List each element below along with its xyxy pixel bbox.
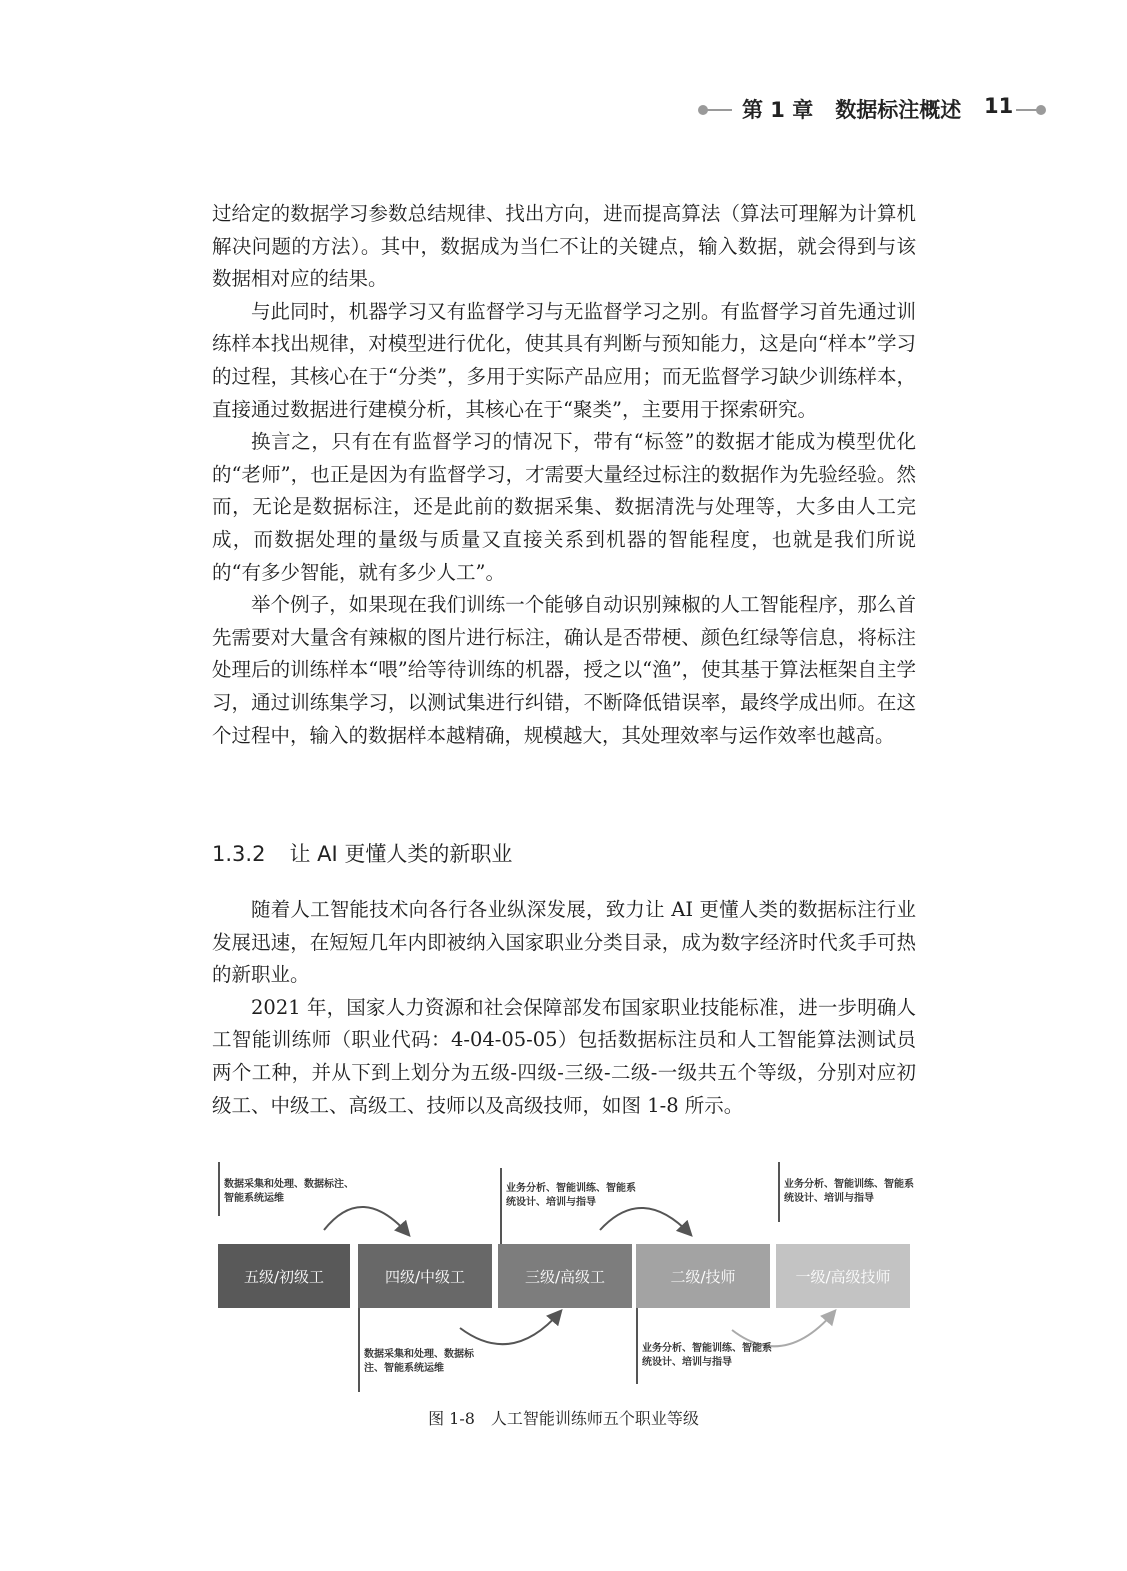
chapter-title: 数据标注概述 — [835, 98, 962, 122]
note-bar — [218, 1162, 220, 1216]
header-right-dot — [1036, 105, 1046, 115]
section-title: 让 AI 更懂人类的新职业 — [289, 842, 513, 866]
chapter-heading — [742, 94, 961, 124]
running-header — [0, 92, 1127, 128]
note-bar — [778, 1162, 780, 1222]
annotation-note: 业务分析、智能训练、智能系统设计、培训与指导 — [506, 1183, 636, 1208]
section-number: 1.3.2 — [212, 842, 266, 866]
level-3-box: 三级/高级工 — [498, 1244, 632, 1308]
note-bar — [500, 1168, 502, 1244]
arrow-up-2 — [600, 1208, 690, 1234]
paragraph: 2021 年，国家人力资源和社会保障部发布国家职业技能标准，进一步明确人工智能训练师（职业代码：4-04-05-05）包括数据标注员和人工智能算法测试员两个工种，并从下到上划分为五级-四级-三级-二级-一级共五个等级，分别对应初级工、中级工、高级工、技师以及高级技师，如图 1-8 所示。 — [212, 995, 916, 1117]
level-4-box: 四级/中级工 — [358, 1244, 492, 1308]
section-heading — [212, 838, 512, 868]
figure-caption: 图 1-8 人工智能训练师五个职业等级 — [428, 1409, 699, 1428]
body-text-lower — [212, 894, 916, 1122]
page-number: 11 — [984, 94, 1014, 118]
paragraph: 举个例子，如果现在我们训练一个能够自动识别辣椒的人工智能程序，那么首先需要对大量含有辣椒的图片进行标注，确认是否带梗、颜色红绿等信息，将标注处理后的训练样本“喂”给等待训练的机器，授之以“渔”，使其基于算法框架自主学习，通过训练集学习，以测试集进行纠错，不断降低错误率，最终学成出师。在这个过程中，输入的数据样本越精确，规模越大，其处理效率与运作效率也越高。 — [212, 593, 916, 747]
chapter-number: 第 1 章 — [742, 98, 814, 122]
annotation-note: 业务分析、智能训练、智能系统设计、培训与指导 — [642, 1343, 772, 1368]
note-bar — [636, 1308, 638, 1384]
paragraph: 随着人工智能技术向各行各业纵深发展，致力让 AI 更懂人类的数据标注行业发展迅速，在短短几年内即被纳入国家职业分类目录，成为数字经济时代炙手可热的新职业。 — [212, 898, 916, 987]
paragraph: 与此同时，机器学习又有监督学习与无监督学习之别。有监督学习首先通过训练样本找出规律，对模型进行优化，使其具有判断与预知能力，这是向“样本”学习的过程，其核心在于“分类”，多用于实际产品应用；而无监督学习缺少训练样本，直接通过数据进行建模分析，其核心在于“聚类”，主要用于探索研究。 — [212, 299, 916, 421]
arrow-up-1 — [324, 1207, 408, 1234]
body-text-upper — [212, 198, 916, 752]
note-bar — [358, 1308, 360, 1392]
level-1-box: 一级/高级技师 — [776, 1244, 910, 1308]
annotation-note: 数据采集和处理、数据标注、智能系统运维 — [364, 1349, 474, 1374]
annotation-note: 数据采集和处理、数据标注、智能系统运维 — [224, 1179, 354, 1204]
header-left-rule — [706, 109, 732, 111]
annotation-note: 业务分析、智能训练、智能系统设计、培训与指导 — [784, 1179, 914, 1204]
level-5-box: 五级/初级工 — [218, 1244, 350, 1308]
level-2-box: 二级/技师 — [636, 1244, 770, 1308]
paragraph: 过给定的数据学习参数总结规律、找出方向，进而提高算法（算法可理解为计算机解决问题的方法）。其中，数据成为当仁不让的关键点，输入数据，就会得到与该数据相对应的结果。 — [212, 202, 916, 291]
career-levels-figure — [212, 1162, 916, 1392]
arrow-down-1 — [460, 1312, 560, 1344]
paragraph: 换言之，只有在有监督学习的情况下，带有“标签”的数据才能成为模型优化的“老师”，也正是因为有监督学习，才需要大量经过标注的数据作为先验经验。然而，无论是数据标注，还是此前的数据采集、数据清洗与处理等，大多由人工完成，而数据处理的量级与质量又直接关系到机器的智能程度，也就是我们所说的“有多少智能，就有多少人工”。 — [212, 430, 916, 584]
